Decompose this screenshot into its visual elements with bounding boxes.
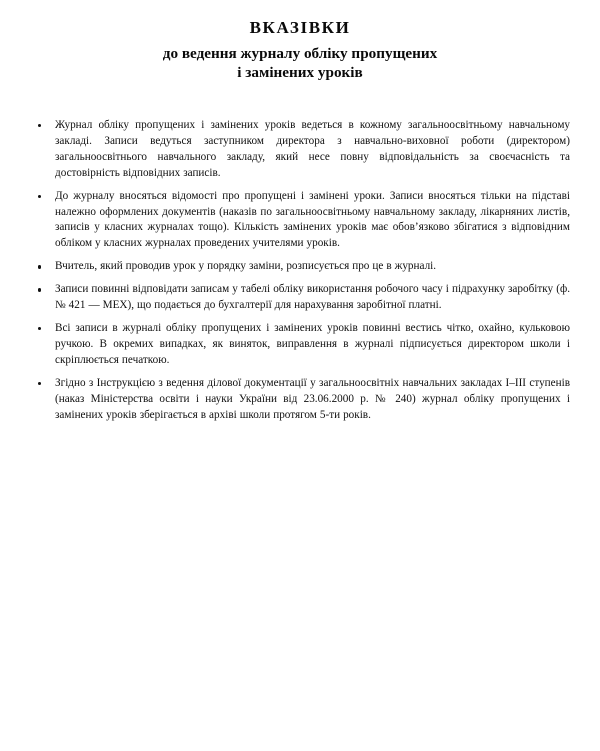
title-block (0, 0, 600, 82)
list-item-text: Журнал обліку пропущених і замінених уроків ведеться в кожному загальноосвітньому навчальному закладі. Записи ведуться заступником директора з навчально-виховної роботи (директором) загальноосвітнього навчального закладу, який несе повну відповідальність за своєчасність та достовірність відповідних записів. (55, 119, 570, 179)
list-item (34, 118, 570, 182)
bullet-icon (38, 288, 41, 291)
bullet-icon (38, 327, 41, 330)
bullet-icon (38, 265, 41, 268)
list-item (34, 282, 570, 314)
bullet-icon (38, 195, 41, 198)
page-title: ВКАЗІВКИ (249, 18, 351, 37)
list-item (34, 321, 570, 369)
list-item-text: Записи повинні відповідати записам у табелі обліку використання робочого часу і підрахунку заробітку (ф. № 421 — МЕХ), що подається до бухгалтерії для нарахування заробітної платні. (55, 283, 570, 312)
subtitle-line-1: до ведення журналу обліку пропущених (162, 45, 438, 62)
list-item (34, 259, 570, 275)
list-item-text: До журналу вносяться відомості про пропущені і замінені уроки. Записи вносяться тільки на підставі належно оформлених документів (наказів по загальноосвітньому навчальному закладу, лікарняних листів, записів у класних журналах тощо). Кількість замінених уроків має обов’язково збігатися з відповідним обліком у класних журналах проведених учителями уроків. (55, 189, 570, 250)
subtitle-line-2: і замінених уроків (237, 64, 363, 81)
list-item-text: Згідно з Інструкцією з ведення ділової документації у загальноосвітніх навчальних закладах І–ІІІ ступенів (наказ Міністерства освіти і науки України від 23.06.2000 р. № 240) журнал обліку пропущених і замінених уроків зберігається в архіві школи протягом 5-ти років. (55, 376, 570, 421)
bullet-icon (38, 382, 41, 385)
list-item (34, 376, 570, 424)
page-subtitle (0, 44, 600, 82)
list-item (34, 189, 570, 253)
bullet-icon (38, 124, 41, 127)
list-item-text: Всі записи в журналі обліку пропущених і замінених уроків повинні вестись чітко, охайно, кульковою ручкою. В окремих випадках, як виняток, виправлення в журналі підписується директором школи і скріплюється печаткою. (55, 321, 570, 366)
list-item-text: Вчитель, який проводив урок у порядку заміни, розписується про це в журналі. (55, 260, 437, 273)
instruction-list (34, 118, 570, 423)
